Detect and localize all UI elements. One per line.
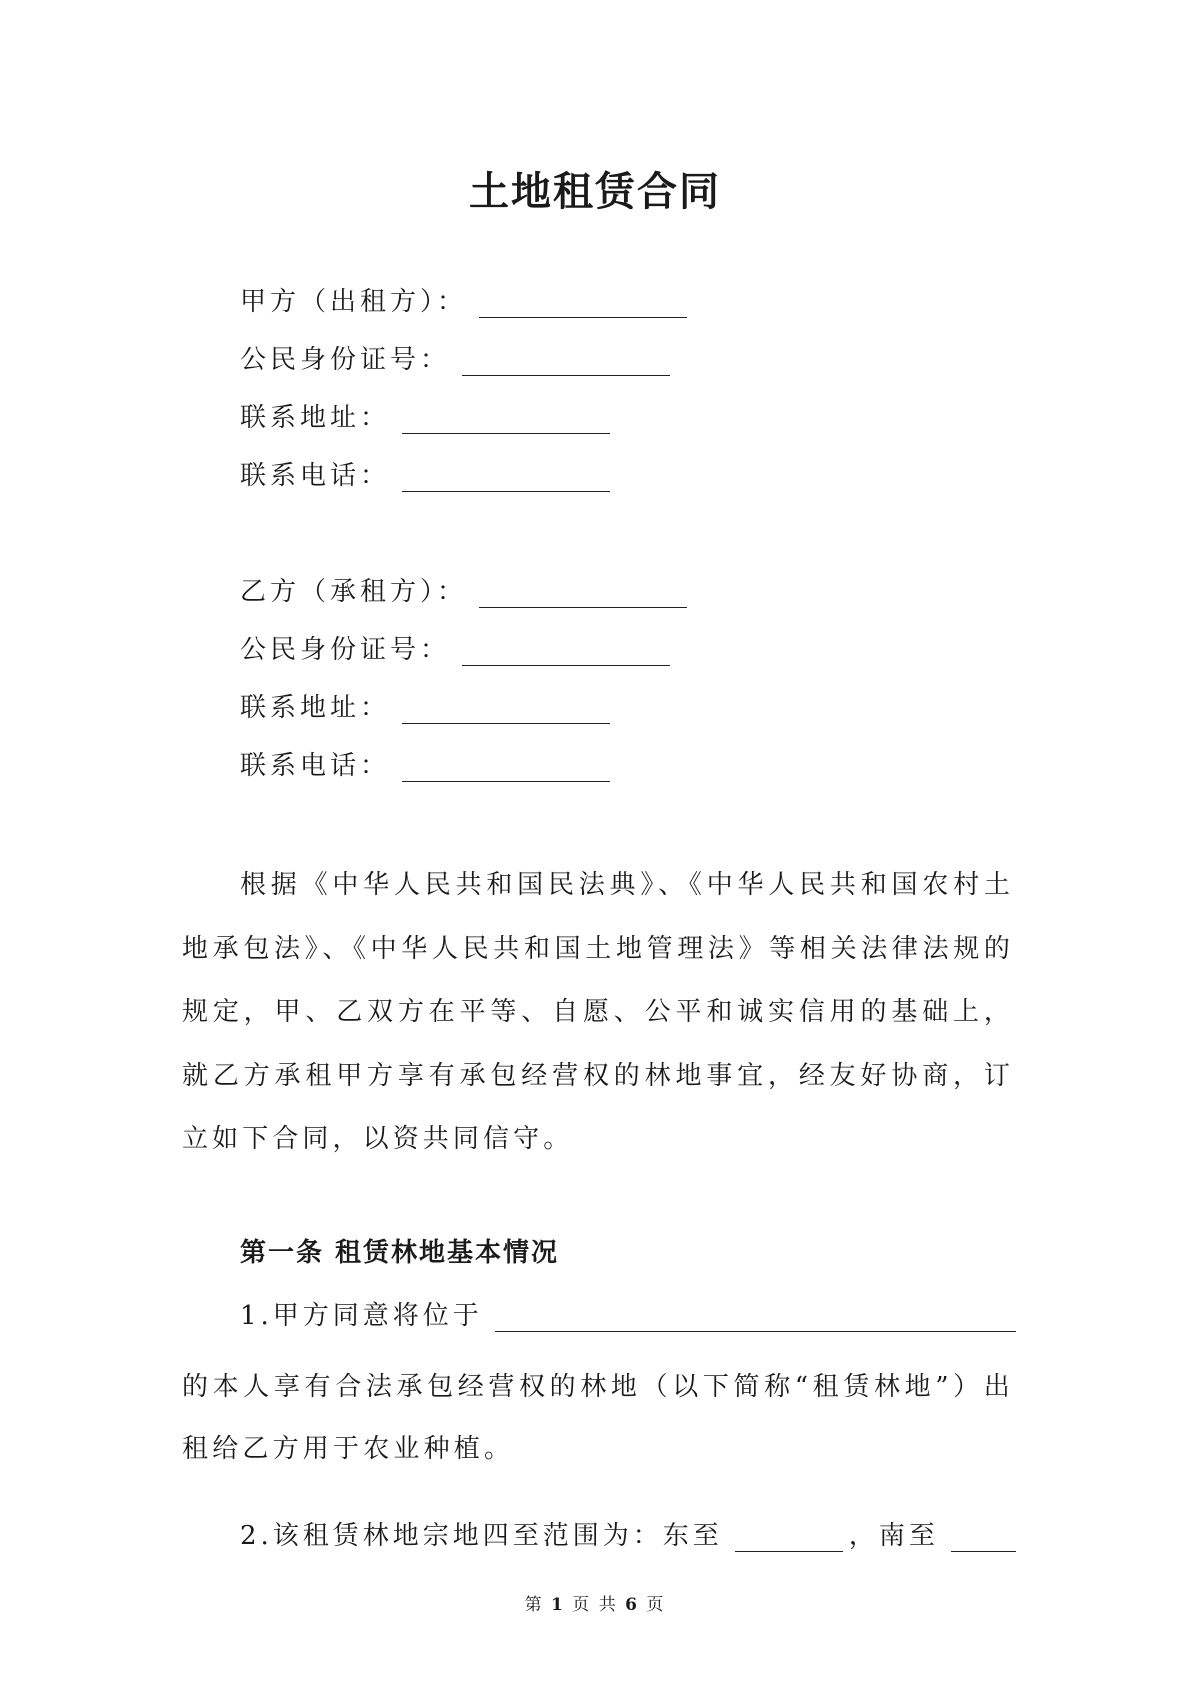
footer-prefix: 第 [524,1595,544,1615]
party-b-phone-blank [402,751,610,782]
party-b-address-field [240,684,610,724]
party-b-phone-label: 联系电话： [240,751,391,781]
party-a-id-field [240,336,670,376]
preamble-paragraph: 根据《中华人民共和国民法典》、《中华人民共和国农村土地承包法》、《中华人民共和国土地管理法》等相关法律法规的规定，甲、乙双方在平等、自愿、公平和诚实信用的基础上，就乙方承租甲方享有承包经营权的林地事宜，经友好协商，订立如下合同，以资共同信守。 [182,870,1014,1154]
south-boundary-blank [951,1521,1016,1552]
footer-page-number: 1 [551,1595,565,1615]
party-a-address-blank [402,403,610,434]
party-a-phone-label: 联系电话： [240,461,391,491]
party-b-phone-field [240,742,610,782]
item-1-text: 1.甲方同意将位于 [240,1301,483,1331]
item-1-continuation: 的本人享有合法承包经营权的林地（以下简称“租赁林地”）出租给乙方用于农业种植。 [182,1372,1014,1464]
party-b-label: 乙方（承租方）： [240,577,468,607]
party-b-id-blank [462,635,670,666]
item-2-text: 2.该租赁林地宗地四至范围为：东至 [240,1521,723,1551]
article-1-item-1 [240,1292,1016,1332]
footer-middle: 页 共 [572,1595,618,1615]
page-footer [0,1590,1190,1615]
document-title: 土地租赁合同 [469,168,721,215]
party-a-phone-blank [402,461,610,492]
party-a-id-blank [462,345,670,376]
party-a-blank [479,287,687,318]
party-a-id-label: 公民身份证号： [240,345,451,375]
party-b-id-label: 公民身份证号： [240,635,451,665]
party-a-field [240,278,687,318]
party-a-phone-field [240,452,610,492]
item-1-location-blank [495,1301,1016,1332]
footer-suffix: 页 [646,1595,666,1615]
item-2-south-text: ，南至 [848,1521,939,1551]
party-b-address-blank [402,693,610,724]
party-b-address-label: 联系地址： [240,693,391,723]
party-b-blank [479,577,687,608]
party-b-id-field [240,626,670,666]
party-a-address-label: 联系地址： [240,403,391,433]
east-boundary-blank [735,1521,843,1552]
footer-total-pages: 6 [625,1595,639,1615]
party-b-field [240,568,687,608]
party-a-address-field [240,394,610,434]
article-1-item-2 [240,1512,1016,1552]
article-1-heading: 第一条 租赁林地基本情况 [240,1238,560,1268]
party-a-label: 甲方（出租方）： [240,287,468,317]
